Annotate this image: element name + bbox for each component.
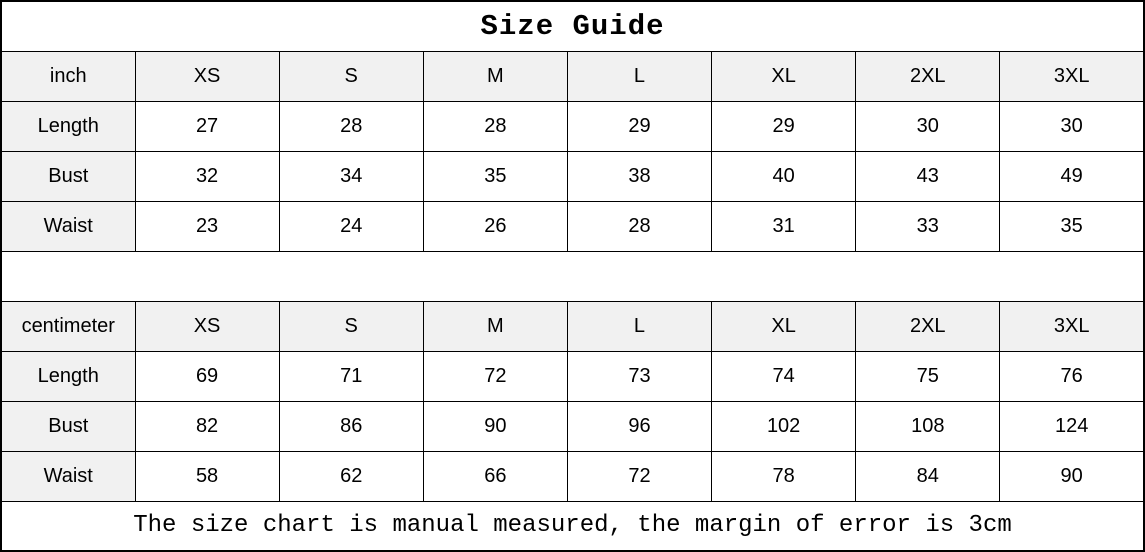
size-value-cell: 90 [1000,451,1144,501]
size-value-cell: 23 [135,201,279,251]
size-value-cell: 124 [1000,401,1144,451]
size-value-cell: 96 [567,401,711,451]
size-value-cell: 62 [279,451,423,501]
size-column-header: L [567,301,711,351]
size-value-cell: 28 [423,101,567,151]
size-value-cell: 69 [135,351,279,401]
size-value-cell: 58 [135,451,279,501]
page-title: Size Guide [1,1,1144,51]
size-value-cell: 40 [712,151,856,201]
size-column-header: XL [712,51,856,101]
size-value-cell: 28 [279,101,423,151]
size-value-cell: 73 [567,351,711,401]
unit-label-centimeter: centimeter [1,301,135,351]
table-row [1,151,1144,201]
size-column-header: XS [135,51,279,101]
row-label: Length [1,101,135,151]
centimeter-header-row [1,301,1144,351]
size-column-header: M [423,51,567,101]
size-value-cell: 33 [856,201,1000,251]
size-value-cell: 27 [135,101,279,151]
size-value-cell: 35 [1000,201,1144,251]
size-value-cell: 29 [567,101,711,151]
size-value-cell: 32 [135,151,279,201]
title-row [1,1,1144,51]
spacer-cell [1,251,1144,301]
size-column-header: 3XL [1000,301,1144,351]
row-label: Waist [1,201,135,251]
table-row [1,201,1144,251]
size-value-cell: 74 [712,351,856,401]
size-value-cell: 66 [423,451,567,501]
size-column-header: XL [712,301,856,351]
row-label: Length [1,351,135,401]
size-value-cell: 28 [567,201,711,251]
row-label: Bust [1,151,135,201]
size-value-cell: 72 [423,351,567,401]
size-value-cell: 35 [423,151,567,201]
size-column-header: XS [135,301,279,351]
size-column-header: M [423,301,567,351]
row-label: Bust [1,401,135,451]
size-column-header: 2XL [856,51,1000,101]
size-value-cell: 43 [856,151,1000,201]
size-value-cell: 26 [423,201,567,251]
table-row [1,451,1144,501]
size-value-cell: 49 [1000,151,1144,201]
size-value-cell: 29 [712,101,856,151]
unit-label-inch: inch [1,51,135,101]
size-value-cell: 82 [135,401,279,451]
size-value-cell: 86 [279,401,423,451]
table-row [1,351,1144,401]
table-row [1,401,1144,451]
size-value-cell: 78 [712,451,856,501]
size-value-cell: 76 [1000,351,1144,401]
size-column-header: 3XL [1000,51,1144,101]
footer-row [1,501,1144,551]
footer-note: The size chart is manual measured, the margin of error is 3cm [1,501,1144,551]
centimeter-table [1,301,1144,501]
size-value-cell: 72 [567,451,711,501]
size-value-cell: 34 [279,151,423,201]
row-label: Waist [1,451,135,501]
size-value-cell: 38 [567,151,711,201]
size-column-header: S [279,301,423,351]
size-value-cell: 84 [856,451,1000,501]
size-value-cell: 108 [856,401,1000,451]
size-value-cell: 71 [279,351,423,401]
spacer-section [1,251,1144,301]
footer-section [1,501,1144,551]
size-column-header: L [567,51,711,101]
size-value-cell: 102 [712,401,856,451]
inch-header-row [1,51,1144,101]
size-value-cell: 75 [856,351,1000,401]
title-section [1,1,1144,51]
spacer-row [1,251,1144,301]
size-value-cell: 30 [856,101,1000,151]
inch-table [1,51,1144,251]
size-value-cell: 30 [1000,101,1144,151]
size-value-cell: 90 [423,401,567,451]
size-column-header: 2XL [856,301,1000,351]
table-row [1,101,1144,151]
size-value-cell: 24 [279,201,423,251]
size-value-cell: 31 [712,201,856,251]
size-column-header: S [279,51,423,101]
